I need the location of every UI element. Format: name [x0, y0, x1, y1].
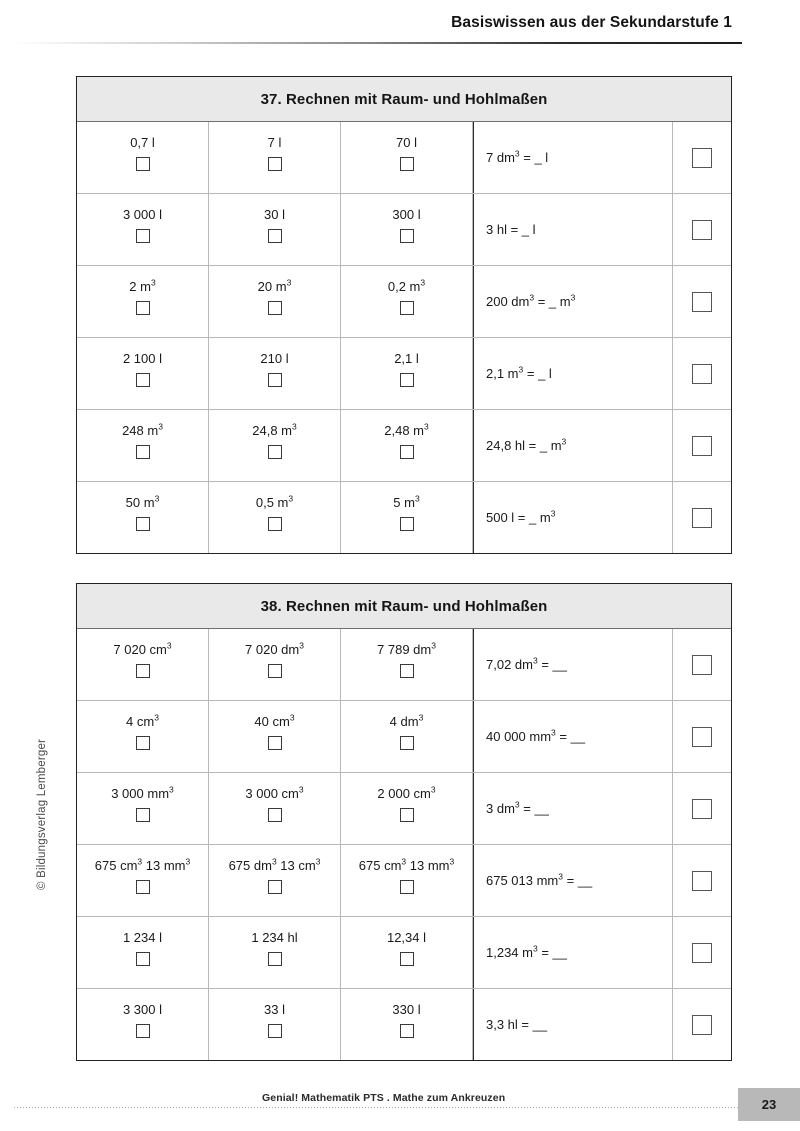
exercise-rows — [77, 122, 731, 553]
option-checkbox[interactable] — [136, 808, 150, 822]
option-label: 4 $dm^3$ — [389, 712, 424, 729]
page-header — [0, 14, 800, 50]
option-cell[interactable] — [341, 266, 473, 337]
equation-label: 3,3 hl = __ — [486, 1017, 548, 1032]
equation-cell — [473, 629, 673, 700]
option-checkbox[interactable] — [268, 373, 282, 387]
equation-cell — [473, 773, 673, 844]
answer-cell[interactable] — [673, 917, 731, 988]
option-checkbox[interactable] — [136, 301, 150, 315]
exercise-rows — [77, 629, 731, 1060]
option-cell[interactable] — [209, 482, 341, 553]
answer-cell[interactable] — [673, 410, 731, 481]
option-label: 675 $cm^3$ 13 $mm^3$ — [94, 856, 191, 873]
option-checkbox[interactable] — [268, 664, 282, 678]
answer-checkbox[interactable] — [692, 1015, 712, 1035]
table-row — [77, 917, 731, 989]
option-label: 7 l — [267, 135, 282, 150]
answer-cell[interactable] — [673, 122, 731, 193]
equation-label: 500 l = _ $m^3$ — [486, 508, 556, 525]
answer-checkbox[interactable] — [692, 364, 712, 384]
option-cell[interactable] — [341, 845, 473, 916]
option-cell[interactable] — [77, 989, 209, 1060]
page-number: 23 — [761, 1097, 777, 1112]
option-checkbox[interactable] — [136, 157, 150, 171]
option-label: 20 $m^3$ — [257, 277, 292, 294]
option-checkbox[interactable] — [400, 301, 414, 315]
option-cell[interactable] — [77, 773, 209, 844]
option-cell[interactable] — [209, 629, 341, 700]
option-label: 1 234 hl — [251, 930, 298, 945]
answer-checkbox[interactable] — [692, 655, 712, 675]
answer-cell[interactable] — [673, 989, 731, 1060]
option-cell[interactable] — [209, 989, 341, 1060]
option-label: 3 000 $cm^3$ — [245, 784, 304, 801]
equation-cell — [473, 410, 673, 481]
answer-cell[interactable] — [673, 773, 731, 844]
option-cell[interactable] — [209, 917, 341, 988]
option-label: 30 l — [264, 207, 285, 222]
table-row — [77, 989, 731, 1060]
option-label: 2 100 l — [122, 351, 163, 366]
equation-cell — [473, 122, 673, 193]
option-checkbox[interactable] — [136, 517, 150, 531]
exercise-table-37 — [76, 76, 732, 554]
option-checkbox[interactable] — [400, 664, 414, 678]
option-label: 7 789 $dm^3$ — [377, 640, 436, 657]
equation-label: 2,1 $m^3$ = _ l — [486, 364, 552, 381]
option-label: 2,1 l — [394, 351, 419, 366]
option-cell[interactable] — [77, 845, 209, 916]
option-cell[interactable] — [341, 338, 473, 409]
footer-divider — [14, 1107, 800, 1108]
option-cell[interactable] — [341, 701, 473, 772]
option-label: 12,34 l — [386, 930, 427, 945]
option-label: 5 $m^3$ — [393, 493, 420, 510]
option-label: 50 $m^3$ — [125, 493, 160, 510]
option-checkbox[interactable] — [268, 517, 282, 531]
page-footer — [0, 1088, 800, 1131]
equation-label: 7,02 $dm^3$ = __ — [486, 655, 567, 672]
option-label: 2 $m^3$ — [129, 277, 156, 294]
table-row — [77, 410, 731, 482]
option-label: 0,7 l — [130, 135, 155, 150]
option-label: 33 l — [264, 1002, 285, 1017]
equation-label: 1,234 $m^3$ = __ — [486, 943, 567, 960]
copyright-notice: © Bildungsverlag Lemberger — [36, 738, 48, 890]
option-checkbox[interactable] — [268, 445, 282, 459]
option-cell[interactable] — [77, 701, 209, 772]
option-cell[interactable] — [209, 773, 341, 844]
table-row — [77, 266, 731, 338]
option-checkbox[interactable] — [136, 952, 150, 966]
option-checkbox[interactable] — [136, 736, 150, 750]
option-checkbox[interactable] — [400, 808, 414, 822]
header-rule — [14, 42, 742, 44]
table-row — [77, 773, 731, 845]
equation-label: 24,8 hl = _ $m^3$ — [486, 436, 567, 453]
option-checkbox[interactable] — [400, 517, 414, 531]
option-checkbox[interactable] — [268, 1024, 282, 1038]
option-checkbox[interactable] — [400, 445, 414, 459]
equation-cell — [473, 194, 673, 265]
answer-cell[interactable] — [673, 629, 731, 700]
option-cell[interactable] — [77, 266, 209, 337]
option-cell[interactable] — [341, 122, 473, 193]
option-cell[interactable] — [341, 482, 473, 553]
table-row — [77, 482, 731, 553]
option-cell[interactable] — [341, 917, 473, 988]
option-label: 0,5 $m^3$ — [255, 493, 294, 510]
option-checkbox[interactable] — [268, 952, 282, 966]
equation-label: 675 013 $mm^3$ = __ — [486, 871, 593, 888]
answer-checkbox[interactable] — [692, 508, 712, 528]
answer-cell[interactable] — [673, 194, 731, 265]
exercise-table-38 — [76, 583, 732, 1061]
option-cell[interactable] — [77, 194, 209, 265]
answer-checkbox[interactable] — [692, 436, 712, 456]
answer-cell[interactable] — [673, 701, 731, 772]
option-label: 0,2 $m^3$ — [387, 277, 426, 294]
option-cell[interactable] — [341, 773, 473, 844]
option-cell[interactable] — [209, 122, 341, 193]
option-checkbox[interactable] — [136, 229, 150, 243]
option-checkbox[interactable] — [268, 736, 282, 750]
option-checkbox[interactable] — [136, 373, 150, 387]
option-label: 7 020 $cm^3$ — [113, 640, 172, 657]
answer-cell[interactable] — [673, 338, 731, 409]
option-label: 1 234 l — [122, 930, 163, 945]
option-cell[interactable] — [77, 410, 209, 481]
answer-checkbox[interactable] — [692, 220, 712, 240]
option-checkbox[interactable] — [136, 1024, 150, 1038]
option-checkbox[interactable] — [268, 229, 282, 243]
option-label: 2,48 $m^3$ — [384, 421, 429, 438]
option-cell[interactable] — [77, 917, 209, 988]
table-row — [77, 194, 731, 266]
equation-label: 3 hl = _ l — [486, 222, 536, 237]
answer-cell[interactable] — [673, 845, 731, 916]
option-label: 3 000 l — [122, 207, 163, 222]
option-checkbox[interactable] — [400, 373, 414, 387]
option-label: 24,8 $m^3$ — [252, 421, 297, 438]
equation-cell — [473, 338, 673, 409]
option-label: 40 $cm^3$ — [254, 712, 295, 729]
option-checkbox[interactable] — [400, 736, 414, 750]
option-checkbox[interactable] — [400, 952, 414, 966]
option-label: 3 000 $mm^3$ — [111, 784, 174, 801]
equation-label: 7 $dm^3$ = _ l — [486, 148, 549, 165]
option-label: 675 $dm^3$ 13 $cm^3$ — [228, 856, 321, 873]
answer-checkbox[interactable] — [692, 148, 712, 168]
option-label: 248 $m^3$ — [122, 421, 163, 438]
exercise-title: 37. Rechnen mit Raum- und Hohlmaßen — [77, 77, 731, 122]
table-row — [77, 845, 731, 917]
option-label: 3 300 l — [122, 1002, 163, 1017]
option-label: 675 $cm^3$ 13 $mm^3$ — [358, 856, 455, 873]
option-cell[interactable] — [341, 989, 473, 1060]
option-cell[interactable] — [209, 701, 341, 772]
option-cell[interactable] — [77, 338, 209, 409]
page-number-box — [738, 1088, 800, 1121]
option-checkbox[interactable] — [268, 880, 282, 894]
answer-checkbox[interactable] — [692, 727, 712, 747]
option-label: 300 l — [392, 207, 421, 222]
equation-label: 200 $dm^3$ = _ $m^3$ — [486, 292, 576, 309]
equation-cell — [473, 989, 673, 1060]
equation-cell — [473, 482, 673, 553]
option-checkbox[interactable] — [136, 880, 150, 894]
option-label: 330 l — [392, 1002, 421, 1017]
option-cell[interactable] — [77, 122, 209, 193]
option-checkbox[interactable] — [268, 301, 282, 315]
option-cell[interactable] — [209, 266, 341, 337]
table-row — [77, 122, 731, 194]
option-cell[interactable] — [341, 194, 473, 265]
exercise-title: 38. Rechnen mit Raum- und Hohlmaßen — [77, 584, 731, 629]
answer-cell[interactable] — [673, 482, 731, 553]
option-label: 210 l — [260, 351, 289, 366]
footer-book-title: Genial! Mathematik PTS . Mathe zum Ankreuzen — [262, 1092, 506, 1104]
option-cell[interactable] — [77, 482, 209, 553]
option-label: 7 020 $dm^3$ — [245, 640, 304, 657]
answer-checkbox[interactable] — [692, 871, 712, 891]
option-cell[interactable] — [77, 629, 209, 700]
answer-checkbox[interactable] — [692, 799, 712, 819]
answer-checkbox[interactable] — [692, 292, 712, 312]
equation-label: 40 000 $mm^3$ = __ — [486, 727, 586, 744]
option-label: 2 000 $cm^3$ — [377, 784, 436, 801]
option-cell[interactable] — [209, 338, 341, 409]
option-cell[interactable] — [341, 629, 473, 700]
option-checkbox[interactable] — [268, 157, 282, 171]
equation-cell — [473, 917, 673, 988]
option-cell[interactable] — [341, 410, 473, 481]
table-row — [77, 338, 731, 410]
table-row — [77, 629, 731, 701]
option-checkbox[interactable] — [400, 880, 414, 894]
option-checkbox[interactable] — [136, 445, 150, 459]
option-label: 70 l — [396, 135, 417, 150]
option-label: 4 $cm^3$ — [126, 712, 159, 729]
option-checkbox[interactable] — [136, 664, 150, 678]
equation-label: 3 $dm^3$ = __ — [486, 799, 549, 816]
answer-cell[interactable] — [673, 266, 731, 337]
option-cell[interactable] — [209, 410, 341, 481]
equation-cell — [473, 845, 673, 916]
option-cell[interactable] — [209, 194, 341, 265]
page-title: Basiswissen aus der Sekundarstufe 1 — [451, 14, 732, 31]
option-checkbox[interactable] — [268, 808, 282, 822]
equation-cell — [473, 701, 673, 772]
equation-cell — [473, 266, 673, 337]
table-row — [77, 701, 731, 773]
option-checkbox[interactable] — [400, 157, 414, 171]
answer-checkbox[interactable] — [692, 943, 712, 963]
option-cell[interactable] — [209, 845, 341, 916]
option-checkbox[interactable] — [400, 229, 414, 243]
option-checkbox[interactable] — [400, 1024, 414, 1038]
